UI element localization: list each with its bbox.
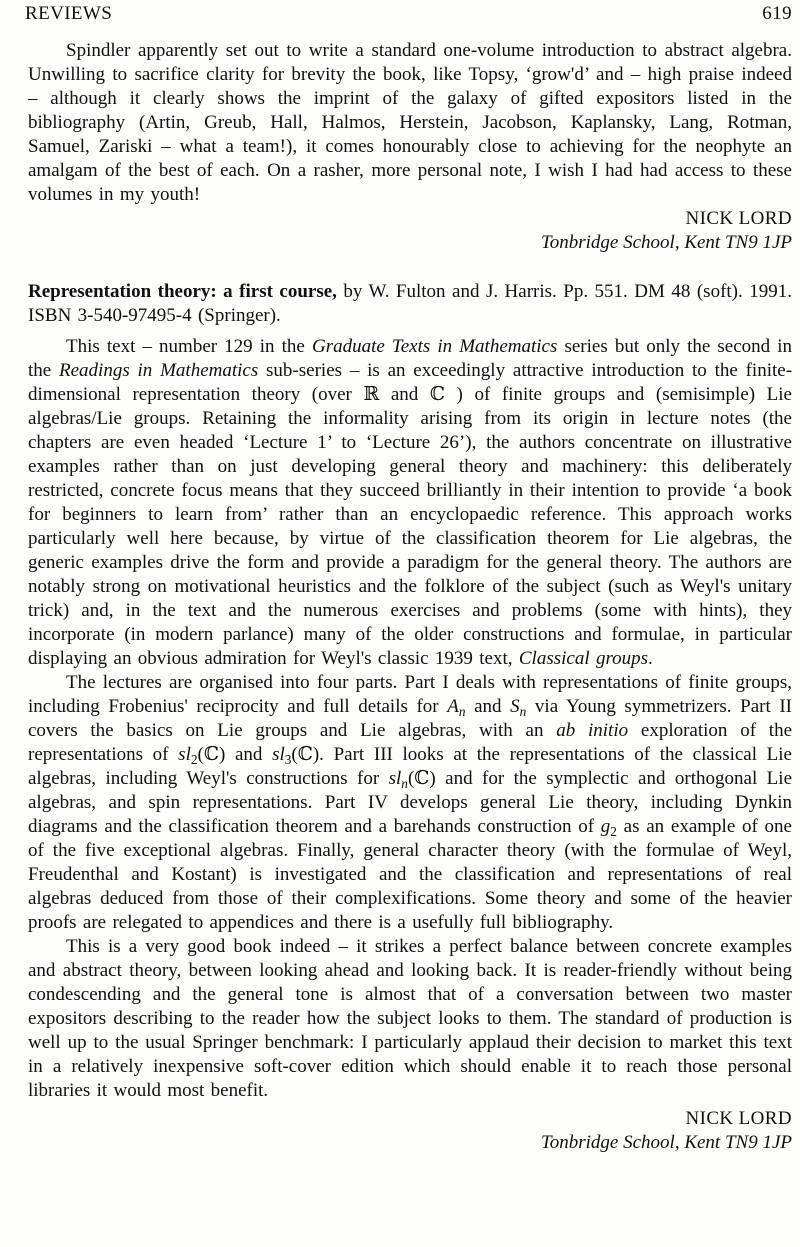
review-paragraph: Spindler apparently set out to write a standard one-volume introduction to abstract algebra. Unwilling to sacrifice clarity for brevity the book, like Topsy, ‘grow'd’ and – high praise indeed – although it clearly shows the imprint of the galaxy of gifted expositors listed in the bibliography (Artin, Greub, Hall, Halmos, Herstein, Jacobson, Kaplansky, Lang, Rotman, Samuel, Zariski – what a team!), it comes honourably close to achieving for the neophyte an amalgam of the best of each. On a rasher, more personal note, I wish I had had access to these volumes in my youth! (28, 40, 792, 205)
reviewer-affiliation: Tonbridge School, Kent TN9 1JP (540, 232, 792, 253)
review-fulton-harris (28, 280, 792, 1155)
review-paragraph: The lectures are organised into four parts. Part I deals with representations of finite groups, including Frobenius' reciprocity and full details for An and Sn via Young symmetrizers. Part II covers the basics on Lie groups and Lie algebras, with an ab initio exploration of the representations of sl2(ℂ) and sl3(ℂ). Part III looks at the representations of the classical Lie algebras, including Weyl's constructions for sln(ℂ) and for the symplectic and orthogonal Lie algebras, and spin representations. Part IV develops general Lie theory, including Dynkin diagrams and the classification theorem and a barehands construction of g2 as an example of one of the five exceptional algebras. Finally, general character theory (with the formulae of Weyl, Freudenthal and Kostant) is investigated and the classification and representations of real algebras deduced from those of their complexifications. Some theory and some of the heavier proofs are relegated to appendices and there is a usefully full bibliography. (28, 672, 793, 933)
page-number: 619 (762, 3, 792, 24)
section-title: REVIEWS (25, 3, 113, 24)
reviewer-name: NICK LORD (685, 1108, 792, 1129)
review-paragraph: This is a very good book indeed – it strikes a perfect balance between concrete examples and abstract theory, between looking ahead and looking back. It is reader-friendly without being condescending and the general tone is almost that of a conversation between two master expositors describing to the reader how the subject looks to them. The standard of production is well up to the usual Springer benchmark: I particularly applaud their decision to market this text in a relatively inexpensive soft-cover edition which should enable it to reach those personal libraries it would most benefit. (28, 936, 792, 1101)
review-spindler (28, 39, 792, 255)
reviewer-name: NICK LORD (685, 208, 792, 229)
book-heading: Representation theory: a first course, by W. Fulton and J. Harris. Pp. 551. DM 48 (soft). 1991. ISBN 3-540-97495-4 (Springer). (28, 281, 792, 326)
signature-block (28, 1107, 792, 1155)
page-header (25, 2, 792, 26)
reviewer-affiliation: Tonbridge School, Kent TN9 1JP (540, 1132, 792, 1153)
review-paragraph: This text – number 129 in the Graduate Texts in Mathematics series but only the second in the Readings in Mathematics sub-series – is an exceedingly attractive introduction to the finite-dimensional representation theory (over ℝ and ℂ ) of finite groups and (semisimple) Lie algebras/Lie groups. Retaining the informality arising from its origin in lecture notes (the chapters are even headed ‘Lecture 1’ to ‘Lecture 26’), the authors concentrate on illustrative examples rather than on just developing general theory and machinery: this deliberately restricted, concrete focus means that they succeed brilliantly in their intention to provide ‘a book for beginners to learn from’ rather than an encyclopaedic reference. This approach works particularly well here because, by virtue of the classification theorem for Lie algebras, the generic examples drive the form and provide a paradigm for the general theory. The authors are notably strong on motivational heuristics and the folklore of the subject (such as Weyl's unitary trick) and, in the text and the numerous exercises and problems (some with hints), they incorporate (in modern parlance) many of the older constructions and formulae, in particular displaying an obvious admiration for Weyl's classic 1939 text, Classical groups. (28, 336, 793, 669)
signature-block (28, 207, 792, 255)
